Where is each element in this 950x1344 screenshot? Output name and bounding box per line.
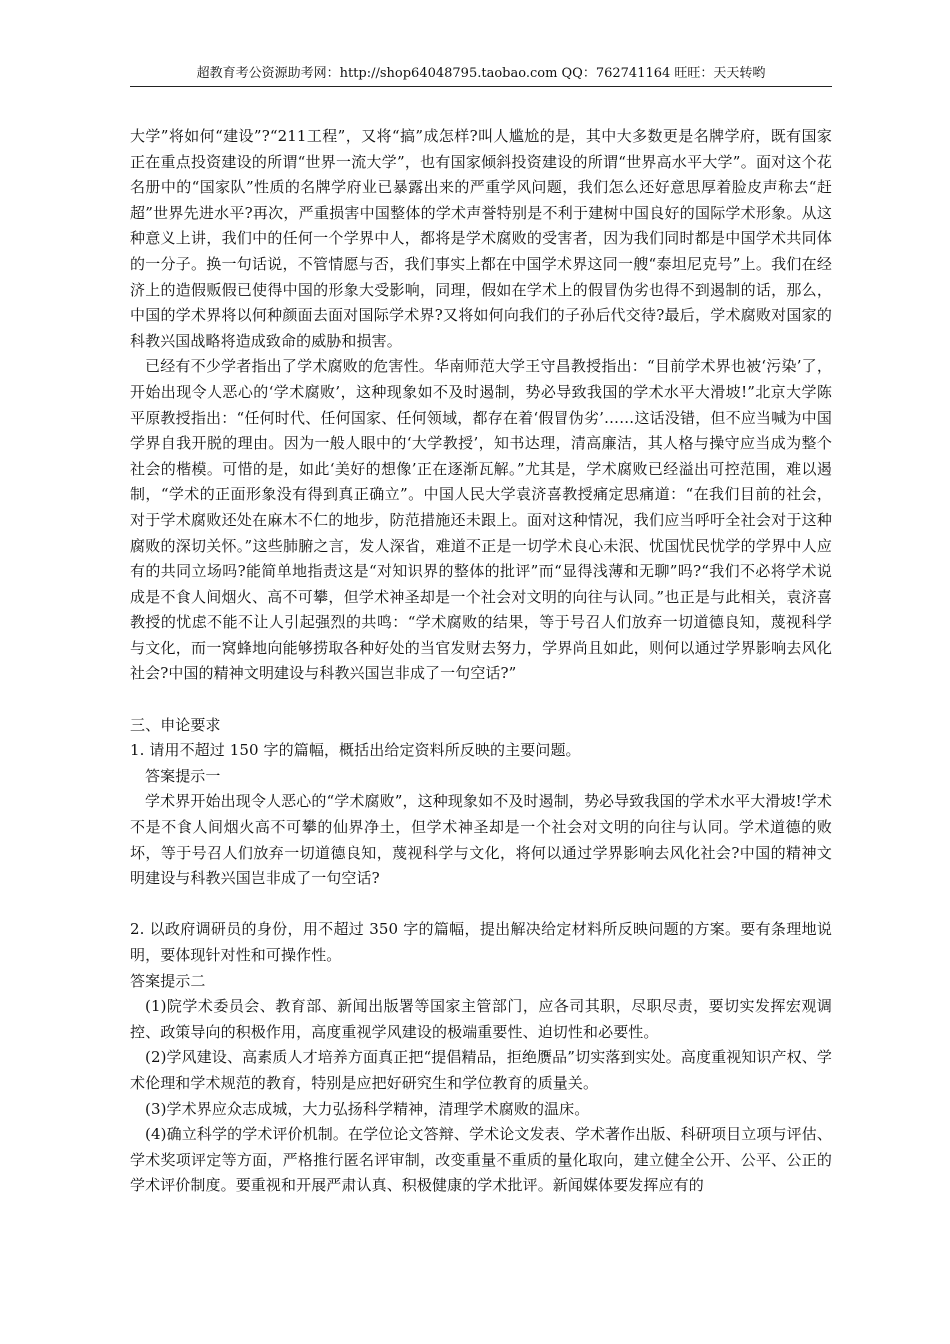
answer-item-1: (1)院学术委员会、教育部、新闻出版署等国家主管部门，应各司其职，尽职尽责，要切实发挥宏观调控、政策导向的积极作用，高度重视学风建设的极端重要性、迫切性和必要性。 — [130, 997, 832, 1041]
question-2: 2. 以政府调研员的身份，用不超过 350 字的篇幅，提出解决给定材料所反映问题的方案。要有条理地说明，要体现针对性和可操作性。 — [130, 920, 832, 964]
question-1: 1. 请用不超过 150 字的篇幅，概括出给定资料所反映的主要问题。 — [130, 741, 581, 760]
answer-item-4: (4)确立科学的学术评价机制。在学位论文答辩、学术论文发表、学术著作出版、科研项目立项与评估、学术奖项评定等方面，严格推行匿名评审制，改变重量不重质的量化取向，建立健全公开、公平、公正的学术评价制度。要重视和开展严肃认真、积极健康的学术批评。新闻媒体要发挥应有的 — [130, 1125, 832, 1195]
paragraph-1: 大学”将如何“建设”?“211工程”，又将“搞”成怎样?叫人尴尬的是，其中大多数更是名牌学府，既有国家正在重点投资建设的所谓“世界一流大学”，也有国家倾斜投资建设的所谓“世界高水平大学”。面对这个花名册中的“国家队”性质的名牌学府业已暴露出来的严重学风问题，我们怎么还好意思厚着脸皮声称去“赶超”世界先进水平?再次，严重损害中国整体的学术声誉特别是不利于建树中国良好的国际学术形象。从这种意义上讲，我们中的任何一个学界中人，都将是学术腐败的受害者，因为我们同时都是中国学术共同体的一分子。换一句话说，不管情愿与否，我们事实上都在中国学术界这同一艘“泰坦尼克号”上。我们在经济上的造假贩假已使得中国的形象大受影响，同理，假如在学术上的假冒伪劣也得不到遏制的话，那么，中国的学术界将以何种颜面去面对国际学术界?又将如何向我们的子孙后代交待?最后，学术腐败对国家的科教兴国战略将造成致命的威胁和损害。 — [130, 127, 832, 350]
paragraph-gap — [130, 687, 832, 713]
paragraph-gap — [130, 892, 832, 918]
answer-item-2: (2)学风建设、高素质人才培养方面真正把“提倡精品，拒绝赝品”切实落到实处。高度重视知识产权、学术伦理和学术规范的教育，特别是应把好研究生和学位教育的质量关。 — [130, 1048, 832, 1092]
paragraph-2: 已经有不少学者指出了学术腐败的危害性。华南师范大学王守昌教授指出：“目前学术界也被‘污染’了，开始出现令人恶心的‘学术腐败’，这种现象如不及时遏制，势必导致我国的学术水平大滑坡!”北京大学陈平原教授指出：“任何时代、任何国家、任何领域，都存在着‘假冒伪劣’……这话没错，但不应当喊为中国学界自我开脱的理由。因为一般人眼中的‘大学教授’，知书达理，清高廉洁，其人格与操守应当成为整个社会的楷模。可惜的是，如此‘美好的想像’正在逐渐瓦解。”尤其是，学术腐败已经溢出可控范围，难以遏制，“学术的正面形象没有得到真正确立”。中国人民大学袁济喜教授痛定思痛道：“在我们目前的社会，对于学术腐败还处在麻木不仁的地步，防范措施还未跟上。面对这种情况，我们应当呼吁全社会对于这种腐败的深切关怀。”这些肺腑之言，发人深省，难道不正是一切学术良心未泯、忧国忧民忧学的学界中人应有的共同立场吗?能简单地指责这是“对知识界的整体的批评”而“显得浅薄和无聊”吗?“我们不必将学术说成是不食人间烟火、高不可攀，但学术神圣却是一个社会对文明的向往与认同。”也正是与此相关，袁济喜教授的忧虑不能不让人引起强烈的共鸣：“学术腐败的结果，等于号召人们放弃一切道德良知，蔑视科学与文化，而一窝蜂地向能够捞取各种好处的当官发财去努力，学界尚且如此，则何以通过学界影响去风化社会?中国的精神文明建设与科教兴国岂非成了一句空话?” — [130, 357, 832, 683]
answer-item-3: (3)学术界应众志成城，大力弘扬科学精神，清理学术腐败的温床。 — [145, 1099, 590, 1118]
answer-hint-1-label: 答案提示一 — [145, 766, 221, 785]
answer-hint-1-text: 学术界开始出现令人恶心的“学术腐败”，这种现象如不及时遏制，势必导致我国的学术水平大滑坡!学术不是不食人间烟火高不可攀的仙界净土，但学术神圣却是一个社会对文明的向往与认同。学术道德的败坏，等于号召人们放弃一切道德良知，蔑视科学与文化，将何以通过学界影响去风化社会?中国的精神文明建设与科教兴国岂非成了一句空话? — [130, 792, 832, 888]
answer-hint-2-label: 答案提示二 — [130, 971, 206, 990]
document-body — [130, 124, 832, 1199]
section-3-title: 三、申论要求 — [130, 715, 221, 734]
page-header: 超教育考公资源助考网：http://shop64048795.taobao.com QQ：762741164 旺旺：天天转哟 — [130, 64, 832, 87]
